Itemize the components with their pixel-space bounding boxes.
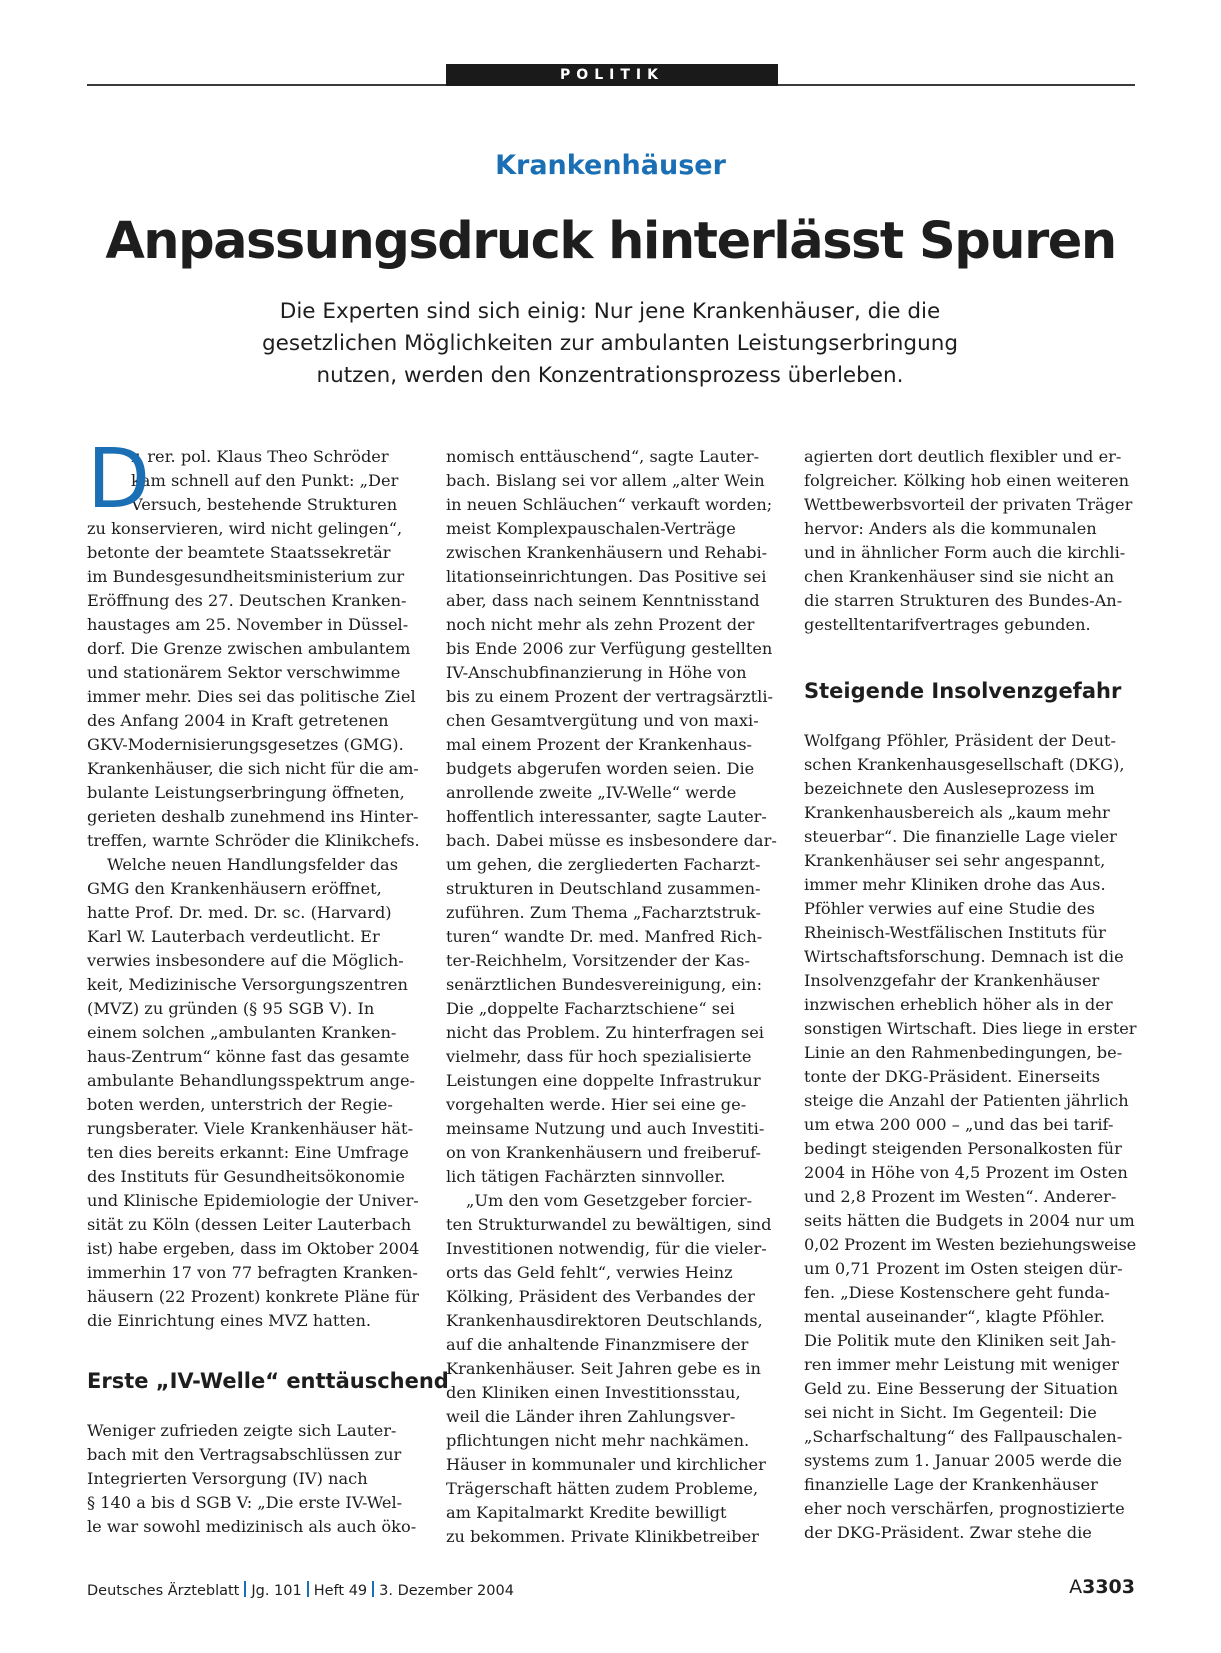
- text-line: Pföhler verwies auf eine Studie des: [804, 899, 1095, 918]
- text-line: Trägerschaft hätten zudem Probleme,: [446, 1479, 759, 1498]
- text-line: steuerbar“. Die finanzielle Lage vieler: [804, 827, 1117, 846]
- text-line: treffen, warnte Schröder die Klinikchefs.: [87, 831, 420, 850]
- text-line: turen“ wandte Dr. med. Manfred Rich-: [446, 927, 763, 946]
- text-line: orts das Geld fehlt“, verwies Heinz: [446, 1263, 733, 1282]
- text-line: haus-Zentrum“ könne fast das gesamte: [87, 1047, 410, 1066]
- text-line: Integrierten Versorgung (IV) nach: [87, 1469, 368, 1488]
- text-line: Versuch, bestehende Strukturen: [131, 495, 398, 514]
- text-line: immer mehr Kliniken drohe das Aus.: [804, 875, 1106, 894]
- text-line: um 0,71 Prozent im Osten steigen dür-: [804, 1259, 1123, 1278]
- text-line: systems zum 1. Januar 2005 werde die: [804, 1451, 1122, 1470]
- text-column-1: [87, 432, 449, 1539]
- text-line: hervor: Anders als die kommunalen: [804, 519, 1097, 538]
- text-line: Welche neuen Handlungsfelder das: [107, 855, 399, 874]
- text-line: Krankenhäuser. Seit Jahren gebe es in: [446, 1359, 761, 1378]
- text-line: ten dies bereits erkannt: Eine Umfrage: [87, 1143, 409, 1162]
- text-line: häusern (22 Prozent) konkrete Pläne für: [87, 1287, 419, 1306]
- text-line: sei nicht in Sicht. Im Gegenteil: Die: [804, 1403, 1097, 1422]
- text-line: finanzielle Lage der Krankenhäuser: [804, 1475, 1098, 1494]
- lead-line: nutzen, werden den Konzentrationsprozess überleben.: [316, 363, 904, 388]
- text-line: chen Gesamtvergütung und von maxi-: [446, 711, 759, 730]
- text-line: der DKG-Präsident. Zwar stehe die: [804, 1523, 1092, 1542]
- text-line: anrollende zweite „IV-Welle“ werde: [446, 783, 737, 802]
- text-line: folgreicher. Kölking hob einen weiteren: [804, 471, 1130, 490]
- text-line: nomisch enttäuschend“, sagte Lauter-: [446, 447, 760, 466]
- text-line: chen Krankenhäuser sind sie nicht an: [804, 567, 1115, 586]
- article-title: Anpassungsdruck hinterlässt Spuren: [105, 212, 1116, 271]
- text-line: Die Politik mute den Kliniken seit Jah-: [804, 1331, 1117, 1350]
- text-line: keit, Medizinische Versorgungszentren: [87, 975, 408, 994]
- text-line: Investitionen notwendig, für die vieler-: [446, 1239, 767, 1258]
- text-line: hatte Prof. Dr. med. Dr. sc. (Harvard): [87, 903, 392, 922]
- text-line: und Klinische Epidemiologie der Univer-: [87, 1191, 419, 1210]
- text-line: am Kapitalmarkt Kredite bewilligt: [446, 1503, 727, 1522]
- text-line: senärztlichen Bundesvereinigung, ein:: [446, 975, 763, 994]
- text-line: sität zu Köln (dessen Leiter Lauterbach: [87, 1215, 412, 1234]
- text-line: Eröffnung des 27. Deutschen Kranken-: [87, 591, 407, 610]
- text-line: § 140 a bis d SGB V: „Die erste IV-Wel-: [87, 1493, 403, 1512]
- text-line: auf die anhaltende Finanzmisere der: [446, 1335, 749, 1354]
- text-line: boten werden, unterstrich der Regie-: [87, 1095, 393, 1114]
- text-line: Karl W. Lauterbach verdeutlicht. Er: [87, 927, 380, 946]
- text-line: Kölking, Präsident des Verbandes der: [446, 1287, 755, 1306]
- text-line: zwischen Krankenhäusern und Rehabi-: [446, 543, 768, 562]
- text-line: mal einem Prozent der Krankenhaus-: [446, 735, 752, 754]
- text-line: le war sowohl medizinisch als auch öko-: [87, 1517, 417, 1536]
- text-column-2: [446, 445, 778, 1549]
- subheading: Erste „IV-Welle“ enttäuschend: [87, 1369, 449, 1393]
- text-line: Wirtschaftsforschung. Demnach ist die: [804, 947, 1124, 966]
- text-line: GMG den Krankenhäusern eröffnet,: [87, 879, 382, 898]
- lead-line: Die Experten sind sich einig: Nur jene Krankenhäuser, die die: [279, 299, 941, 324]
- text-line: zu konservieren, wird nicht gelingen“,: [87, 519, 403, 538]
- text-line: Wettbewerbsvorteil der privaten Träger: [804, 495, 1133, 514]
- text-line: agierten dort deutlich flexibler und er-: [804, 447, 1122, 466]
- text-line: immerhin 17 von 77 befragten Kranken-: [87, 1263, 418, 1282]
- page-number: [1069, 1576, 1135, 1598]
- text-line: verwies insbesondere auf die Möglich-: [87, 951, 404, 970]
- text-line: zuführen. Zum Thema „Facharztstruk-: [446, 903, 761, 922]
- journal-volume: Jg. 101: [251, 1583, 302, 1599]
- text-line: haustages am 25. November in Düssel-: [87, 615, 409, 634]
- text-line: 2004 in Höhe von 4,5 Prozent im Osten: [804, 1163, 1128, 1182]
- text-line: ist) habe ergeben, dass im Oktober 2004: [87, 1239, 420, 1258]
- text-line: Krankenhäuser, die sich nicht für die am-: [87, 759, 419, 778]
- text-line: meist Komplexpauschalen-Verträge: [446, 519, 736, 538]
- text-line: seits hätten die Budgets in 2004 nur um: [804, 1211, 1135, 1230]
- text-line: schen Krankenhausgesellschaft (DKG),: [804, 755, 1125, 774]
- text-line: hoffentlich interessanter, sagte Lauter-: [446, 807, 767, 826]
- text-line: Krankenhäuser sei sehr angespannt,: [804, 851, 1106, 870]
- text-line: steige die Anzahl der Patienten jährlich: [804, 1091, 1129, 1110]
- text-line: Wolfgang Pföhler, Präsident der Deut-: [804, 731, 1117, 750]
- text-line: ambulante Behandlungsspektrum ange-: [87, 1071, 416, 1090]
- text-line: Häuser in kommunaler und kirchlicher: [446, 1455, 766, 1474]
- text-line: GKV-Modernisierungsgesetzes (GMG).: [87, 735, 404, 754]
- page-prefix: A: [1069, 1576, 1083, 1598]
- text-line: „Scharfschaltung“ des Fallpauschalen-: [804, 1427, 1123, 1446]
- text-line: fen. „Diese Kostenschere geht funda-: [804, 1283, 1110, 1302]
- text-line: Weniger zufrieden zeigte sich Lauter-: [87, 1421, 397, 1440]
- text-line: aber, dass nach seinem Kenntnisstand: [446, 591, 760, 610]
- text-line: bis zu einem Prozent der vertragsärztli-: [446, 687, 774, 706]
- footer-separator: [372, 1581, 374, 1597]
- text-line: Krankenhausbereich als „kaum mehr: [804, 803, 1110, 822]
- text-line: den Kliniken einen Investitionsstau,: [446, 1383, 741, 1402]
- text-line: bis Ende 2006 zur Verfügung gestellten: [446, 639, 773, 658]
- text-line: inzwischen erheblich höher als in der: [804, 995, 1113, 1014]
- journal-name: Deutsches Ärzteblatt: [87, 1583, 240, 1599]
- page-number-value: 3303: [1082, 1576, 1135, 1598]
- text-line: bezeichnete den Ausleseprozess im: [804, 779, 1095, 798]
- text-line: und in ähnlicher Form auch die kirchli-: [804, 543, 1126, 562]
- text-line: immer mehr. Dies sei das politische Ziel: [87, 687, 416, 706]
- text-line: bach mit den Vertragsabschlüssen zur: [87, 1445, 402, 1464]
- text-line: bulante Leistungserbringung öffneten,: [87, 783, 405, 802]
- text-line: IV-Anschubfinanzierung in Höhe von: [446, 663, 747, 682]
- text-line: Geld zu. Eine Besserung der Situation: [804, 1379, 1118, 1398]
- text-line: in neuen Schläuchen“ verkauft worden;: [446, 495, 773, 514]
- journal-date: 3. Dezember 2004: [379, 1583, 514, 1599]
- text-line: tonte der DKG-Präsident. Einerseits: [804, 1067, 1101, 1086]
- text-line: dorf. Die Grenze zwischen ambulantem: [87, 639, 411, 658]
- text-line: ter-Reichhelm, Vorsitzender der Kas-: [446, 951, 750, 970]
- text-line: und 2,8 Prozent im Westen“. Anderer-: [804, 1187, 1117, 1206]
- text-line: die Einrichtung eines MVZ hatten.: [87, 1311, 372, 1330]
- text-line: noch nicht mehr als zehn Prozent der: [446, 615, 755, 634]
- text-line: (MVZ) zu gründen (§ 95 SGB V). In: [87, 999, 375, 1018]
- text-line: 0,02 Prozent im Westen beziehungsweise: [804, 1235, 1136, 1254]
- text-line: Linie an den Rahmenbedingungen, be-: [804, 1043, 1123, 1062]
- text-line: ren immer mehr Leistung mit weniger: [804, 1355, 1120, 1374]
- text-line: bedingt steigenden Personalkosten für: [804, 1139, 1122, 1158]
- text-line: gerieten deshalb zunehmend ins Hinter-: [87, 807, 419, 826]
- text-line: eher noch verschärfen, prognostizierte: [804, 1499, 1125, 1518]
- footer-separator: [244, 1581, 246, 1597]
- text-line: um etwa 200 000 – „und das bei tarif-: [804, 1115, 1114, 1134]
- section-label: POLITIK: [446, 64, 778, 86]
- text-line: budgets abgerufen worden seien. Die: [446, 759, 755, 778]
- text-line: im Bundesgesundheitsministerium zur: [87, 567, 405, 586]
- text-line: vielmehr, dass für hoch spezialisierte: [446, 1047, 752, 1066]
- text-line: gestelltentarifvertrages gebunden.: [804, 615, 1091, 634]
- text-line: strukturen in Deutschland zusammen-: [446, 879, 761, 898]
- text-line: sonstigen Wirtschaft. Dies liege in erster: [804, 1019, 1137, 1038]
- text-line: und stationärem Sektor verschwimme: [87, 663, 401, 682]
- text-column-3: [804, 445, 1136, 1545]
- text-line: Krankenhausdirektoren Deutschlands,: [446, 1311, 763, 1330]
- text-line: ten Strukturwandel zu bewältigen, sind: [446, 1215, 772, 1234]
- text-line: r. rer. pol. Klaus Theo Schröder: [131, 447, 389, 466]
- text-line: die starren Strukturen des Bundes-An-: [804, 591, 1123, 610]
- opening-paragraph: [87, 432, 419, 527]
- text-line: zu bekommen. Private Klinikbetreiber: [446, 1527, 759, 1546]
- text-line: kam schnell auf den Punkt: „Der: [131, 471, 399, 490]
- text-line: rungsberater. Viele Krankenhäuser hät-: [87, 1119, 414, 1138]
- text-line: pflichtungen nicht mehr nachkämen.: [446, 1431, 750, 1450]
- drop-cap: D: [87, 432, 151, 527]
- text-line: des Anfang 2004 in Kraft getretenen: [87, 711, 389, 730]
- text-line: „Um den vom Gesetzgeber forcier-: [466, 1191, 753, 1210]
- journal-issue: Heft 49: [313, 1583, 368, 1599]
- footer-separator: [307, 1581, 309, 1597]
- text-line: einem solchen „ambulanten Kranken-: [87, 1023, 397, 1042]
- article-lead: [235, 296, 985, 392]
- text-line: weil die Länder ihren Zahlungsver-: [446, 1407, 736, 1426]
- text-line: vorgehalten werde. Hier sei eine ge-: [446, 1095, 747, 1114]
- text-line: bach. Bislang sei vor allem „alter Wein: [446, 471, 765, 490]
- text-line: Rheinisch-Westfälischen Instituts für: [804, 923, 1106, 942]
- article-kicker: Krankenhäuser: [495, 150, 726, 181]
- text-line: Die „doppelte Facharztschiene“ sei: [446, 999, 735, 1018]
- text-line: lich tätigen Fachärzten sinnvoller.: [446, 1167, 726, 1186]
- footer-citation: [87, 1581, 514, 1599]
- text-line: bach. Dabei müsse es insbesondere dar-: [446, 831, 777, 850]
- text-line: Leistungen eine doppelte Infrastrukur: [446, 1071, 761, 1090]
- text-line: des Instituts für Gesundheitsökonomie: [87, 1167, 405, 1186]
- text-line: Insolvenzgefahr der Krankenhäuser: [804, 971, 1100, 990]
- text-line: on von Krankenhäusern und freiberuf-: [446, 1143, 762, 1162]
- text-line: litationseinrichtungen. Das Positive sei: [446, 567, 767, 586]
- text-line: um gehen, die zergliederten Facharzt-: [446, 855, 761, 874]
- lead-line: gesetzlichen Möglichkeiten zur ambulanten Leistungserbringung: [262, 331, 958, 356]
- text-line: betonte der beamtete Staatssekretär: [87, 543, 391, 562]
- text-line: meinsame Nutzung und auch Investiti-: [446, 1119, 765, 1138]
- text-line: nicht das Problem. Zu hinterfragen sei: [446, 1023, 764, 1042]
- subheading: Steigende Insolvenzgefahr: [804, 679, 1122, 703]
- text-line: mental auseinander“, klagte Pföhler.: [804, 1307, 1105, 1326]
